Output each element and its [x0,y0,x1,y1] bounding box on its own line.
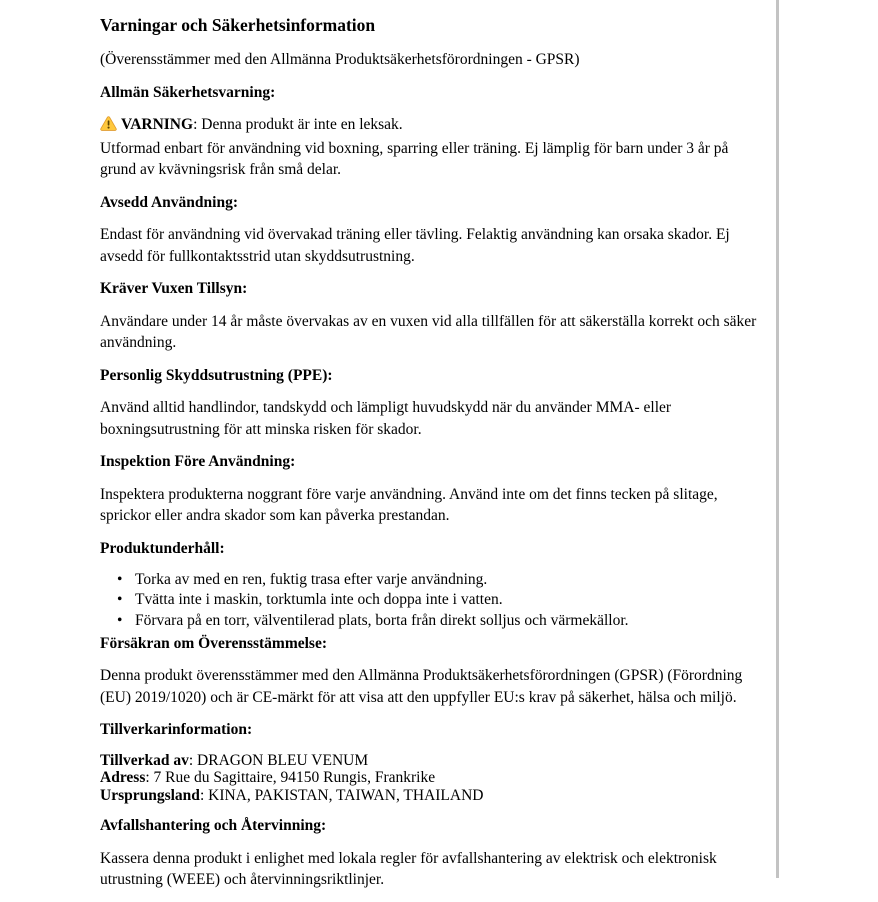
warning-sentence: : Denna produkt är inte en leksak. [193,116,403,133]
warning-body: Utformad enbart för användning vid boxning, sparring eller träning. Ej lämplig för barn under 3 år på grund av kvävningsrisk från små delar. [100,139,729,178]
disposal-paragraph: Kassera denna produkt i enlighet med lokala regler för avfallshantering av elektrisk och elektronisk utrustning (WEEE) och återvinningsriktlinjer. [100,849,717,889]
origin-label: Ursprungsland [100,786,200,804]
ppe-paragraph: Använd alltid handlindor, tandskydd och lämpligt huvudskydd när du använder MMA- eller boxningsutrustning för att minska risken för skador. [100,399,672,438]
intended-use-paragraph: Endast för användning vid övervakad träning eller tävling. Felaktig användning kan orsaka skador. Ej avsedd för fullkontaktsstrid utan skyddsutrustning. [100,226,730,265]
warning-triangle-icon [100,116,117,138]
inspection-paragraph: Inspektera produkterna noggrant före varje användning. Använd inte om det finns tecken på slitage, sprickor eller andra skador som kan påverka prestandan. [100,485,718,524]
section-heading-supervision: Kräver Vuxen Tillsyn: [100,280,248,297]
maintenance-bullet-list [100,570,766,631]
conformity-paragraph: Denna produkt överensstämmer med den Allmänna Produktsäkerhetsförordningen (GPSR) (Förordning (EU) 2019/1020) och är CE-märkt för att visa att den uppfyller EU:s krav på säkerhet, hälsa och miljö. [100,667,743,706]
section-heading-general-warning: Allmän Säkerhetsvarning: [100,83,276,101]
general-warning-paragraph [100,114,766,181]
address-label: Adress [100,769,146,787]
made-by-value: : DRAGON BLEU VENUM [188,751,369,769]
page-title: Varningar och Säkerhetsinformation [100,15,376,35]
address-value: : 7 Rue du Sagittaire, 94150 Rungis, Frankrike [145,769,436,787]
list-item: • Torka av med en ren, fuktig trasa efter varje användning. [100,570,766,590]
section-heading-maintenance: Produktunderhåll: [100,539,225,557]
subtitle: (Överensstämmer med den Allmänna Produktsäkerhetsförordningen - GPSR) [100,51,580,68]
document-content [100,13,766,902]
section-heading-manufacturer: Tillverkarinformation: [100,721,253,739]
manufacturer-info [100,752,766,804]
list-item: • Förvara på en torr, välventilerad plats, borta från direkt solljus och värmekällor. [100,611,766,631]
list-item: • Tvätta inte i maskin, torktumla inte och doppa inte i vatten. [100,590,766,610]
made-by-label: Tillverkad av [100,751,189,769]
section-heading-intended-use: Avsedd Användning: [100,193,238,211]
section-heading-conformity: Försäkran om Överensstämmelse: [100,634,328,652]
supervision-paragraph: Användare under 14 år måste övervakas av en vuxen vid alla tillfällen för att säkerställa korrekt och säker användning. [100,312,757,351]
section-heading-inspection: Inspektion Före Användning: [100,453,296,470]
section-heading-ppe: Personlig Skyddsutrustning (PPE): [100,366,333,384]
page-right-border [776,0,779,878]
origin-value: : KINA, PAKISTAN, TAIWAN, THAILAND [199,786,484,804]
warning-label: VARNING [121,116,194,133]
section-heading-disposal: Avfallshantering och Återvinning: [100,817,327,835]
